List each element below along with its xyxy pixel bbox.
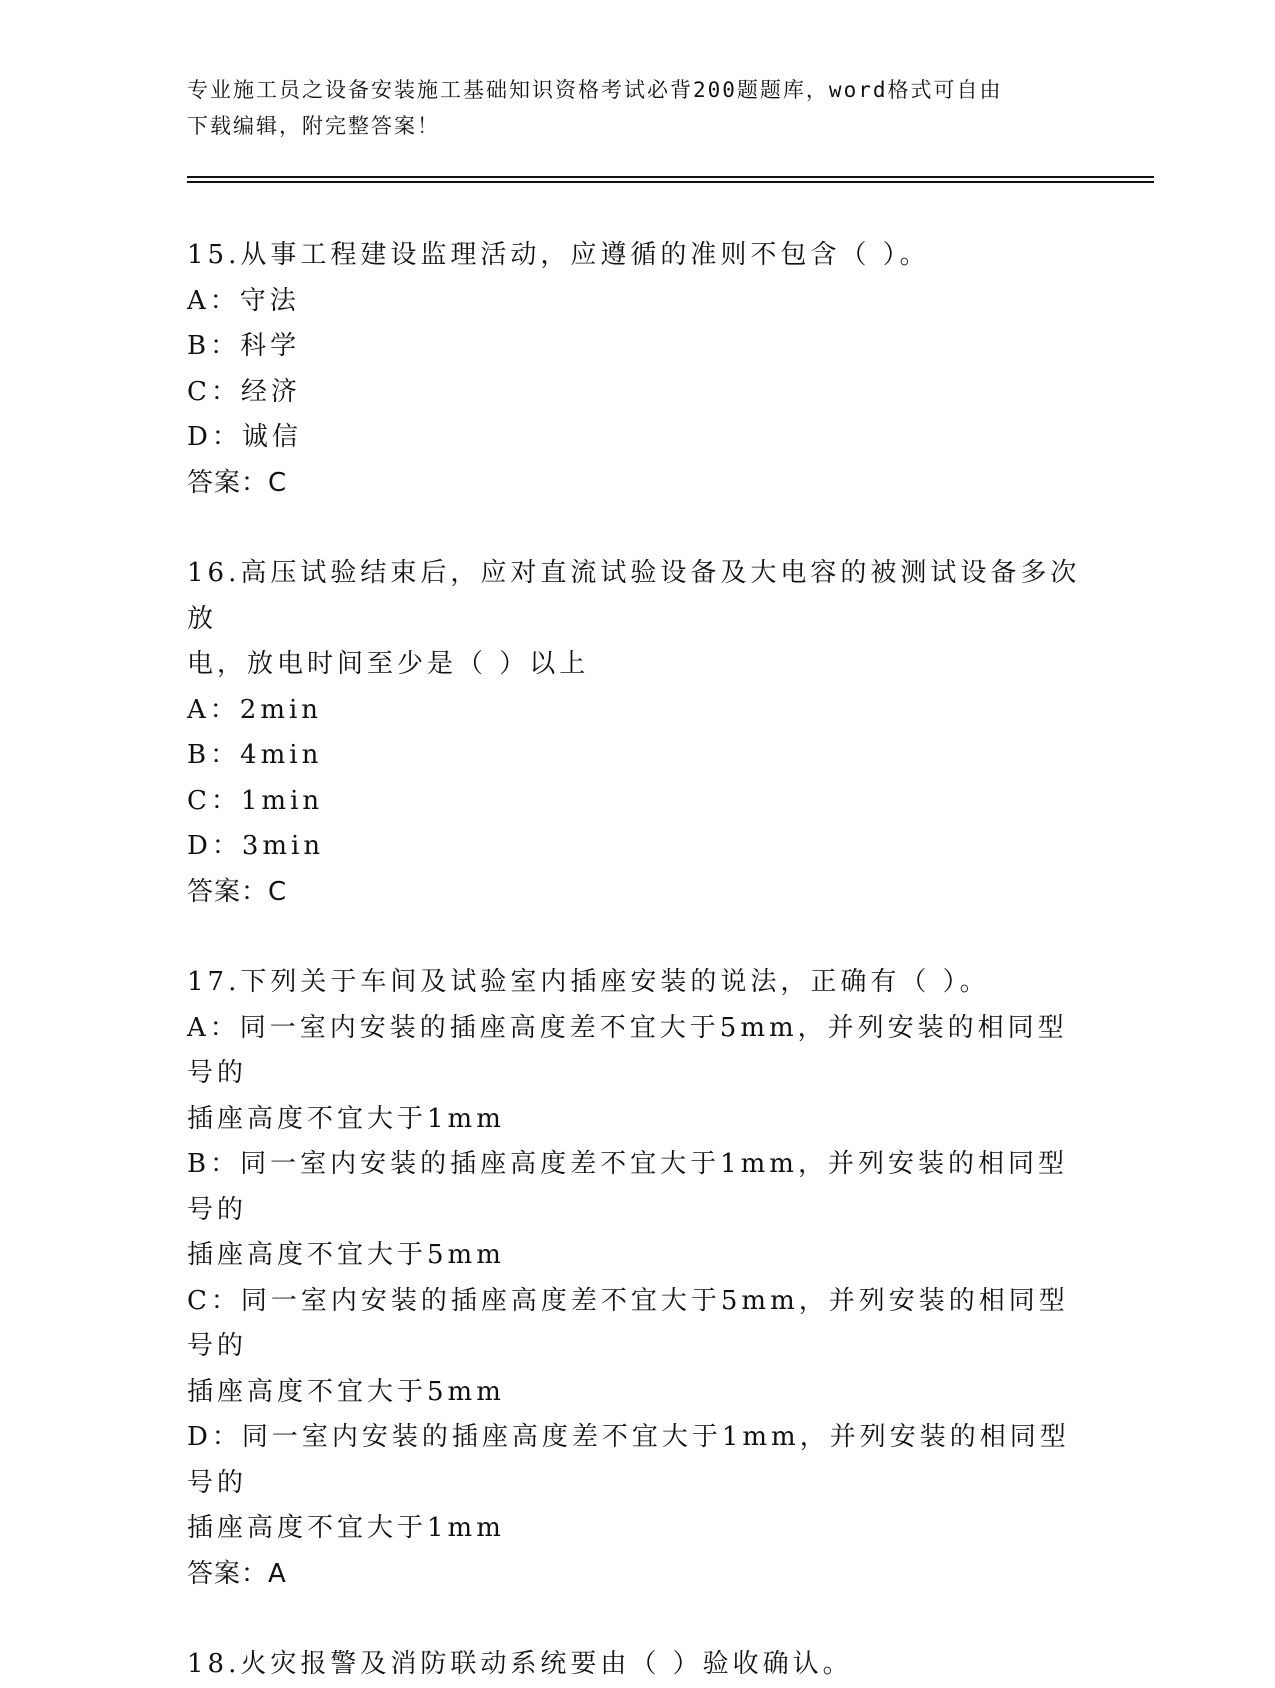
question-option: C：同一室内安装的插座高度差不宜大于5mm，并列安装的相同型号的	[187, 1285, 1069, 1361]
question-option: 插座高度不宜大于1mm	[187, 1103, 505, 1134]
question-option: A：2min	[187, 694, 323, 725]
question-option: 插座高度不宜大于5mm	[187, 1240, 505, 1270]
header-line-2: 下载编辑，附完整答案！	[187, 114, 440, 138]
question-option: D：3min	[187, 831, 325, 861]
question-option: D：诚信	[187, 422, 302, 452]
question-block	[187, 551, 1087, 915]
question-stem: 电，放电时间至少是（ ）以上	[187, 649, 590, 679]
question-stem: 15.从事工程建设监理活动，应遵循的准则不包含（ ）。	[187, 240, 930, 270]
question-stem: 16.高压试验结束后，应对直流试验设备及大电容的被测试设备多次放	[187, 558, 1081, 634]
question-spacer	[187, 915, 1087, 960]
question-option: A：同一室内安装的插座高度差不宜大于5mm，并列安装的相同型号的	[187, 1012, 1068, 1088]
question-option: B：科学	[187, 331, 301, 361]
question-stem: 18.火灾报警及消防联动系统要由（ ）验收确认。	[187, 1649, 853, 1679]
question-list	[187, 233, 1087, 1688]
question-stem: 17.下列关于车间及试验室内插座安装的说法，正确有（ ）。	[187, 967, 990, 997]
question-option: A：守法	[187, 285, 300, 316]
header-divider-top	[187, 176, 1154, 178]
question-option: D：同一室内安装的插座高度差不宜大于1mm，并列安装的相同型号的	[187, 1422, 1070, 1498]
question-spacer	[187, 1597, 1087, 1642]
question-option: 插座高度不宜大于5mm	[187, 1376, 505, 1407]
question-option: B：同一室内安装的插座高度差不宜大于1mm，并列安装的相同型号的	[187, 1149, 1068, 1225]
question-block	[187, 1642, 1087, 1688]
question-block	[187, 960, 1087, 1597]
question-option: C：经济	[187, 376, 301, 407]
question-spacer	[187, 506, 1087, 551]
question-option: 插座高度不宜大于1mm	[187, 1513, 505, 1543]
answer-label: 答案：C	[187, 876, 288, 907]
question-block	[187, 233, 1087, 506]
document-header	[187, 72, 1067, 144]
header-divider-bottom	[187, 181, 1154, 183]
header-line-1: 专业施工员之设备安装施工基础知识资格考试必背200题题库，word格式可自由	[187, 78, 1003, 102]
answer-label: 答案：A	[187, 1558, 287, 1589]
question-option: C：1min	[187, 785, 324, 816]
question-option: B：4min	[187, 740, 323, 770]
answer-label: 答案：C	[187, 467, 288, 498]
